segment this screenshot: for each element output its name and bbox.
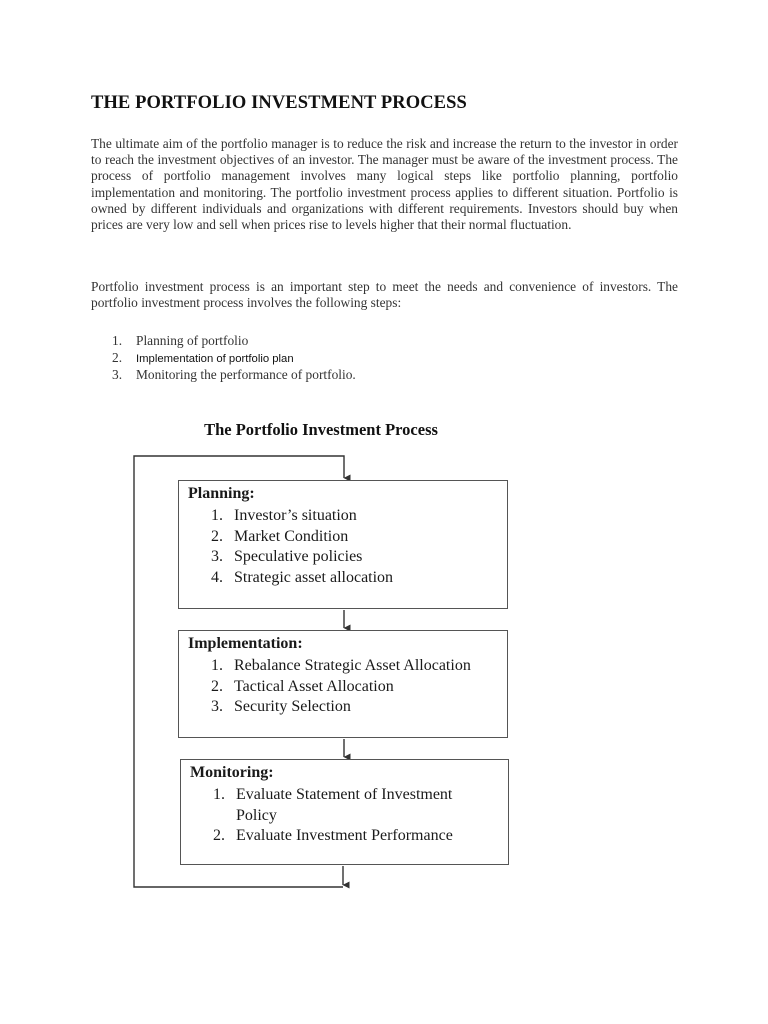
- list-item-text: Implementation of portfolio plan: [136, 353, 294, 365]
- list-item: 4. Strategic asset allocation: [211, 568, 394, 586]
- planning-title: Planning:: [188, 485, 255, 502]
- implementation-title: Implementation:: [188, 635, 303, 652]
- list-item: 1. Investor’s situation: [211, 507, 357, 524]
- list-item-text: Monitoring the performance of portfolio.: [136, 367, 356, 382]
- monitoring-box: [180, 759, 509, 865]
- planning-box: [178, 480, 508, 609]
- monitoring-list: [213, 785, 453, 847]
- list-item: 1. Rebalance Strategic Asset Allocation: [211, 657, 471, 674]
- list-item-text: Planning of portfolio: [136, 333, 249, 348]
- list-item-number: 2.: [112, 350, 123, 365]
- monitoring-title: Monitoring:: [190, 764, 274, 781]
- page-title: THE PORTFOLIO INVESTMENT PROCESS: [91, 93, 467, 113]
- list-item: 3. Speculative policies: [211, 548, 363, 565]
- planning-list: [211, 506, 393, 588]
- process-paragraph: Portfolio investment process is an important step to meet the needs and convenience of investors. The portfolio investment process involves the following steps:: [91, 279, 678, 311]
- diagram-title: The Portfolio Investment Process: [204, 420, 438, 439]
- implementation-list: [211, 656, 471, 718]
- list-item: 2. Market Condition: [211, 527, 349, 545]
- list-item-continuation: Policy: [236, 806, 277, 824]
- list-item: 2. Evaluate Investment Performance: [213, 827, 453, 844]
- list-item: 3. Security Selection: [211, 698, 351, 715]
- list-item: 2. Tactical Asset Allocation: [211, 677, 394, 695]
- list-item: 1. Evaluate Statement of Investment: [213, 786, 453, 803]
- intro-paragraph: The ultimate aim of the portfolio manager is to reduce the risk and increase the return to the investor in order to reach the investment objectives of an investor. The manager must be aware of the investment process. The process of portfolio management involves many logical steps like portfolio planning, portfolio implementation and monitoring. The portfolio investment process applies to different situation. Portfolio is owned by different individuals and organizations with different requirements. Investors should buy when prices are very low and sell when prices rise to levels higher that their normal fluctuation.: [91, 136, 678, 233]
- list-item-number: 1.: [112, 333, 123, 348]
- list-item-number: 3.: [112, 367, 123, 382]
- implementation-box: [178, 630, 508, 738]
